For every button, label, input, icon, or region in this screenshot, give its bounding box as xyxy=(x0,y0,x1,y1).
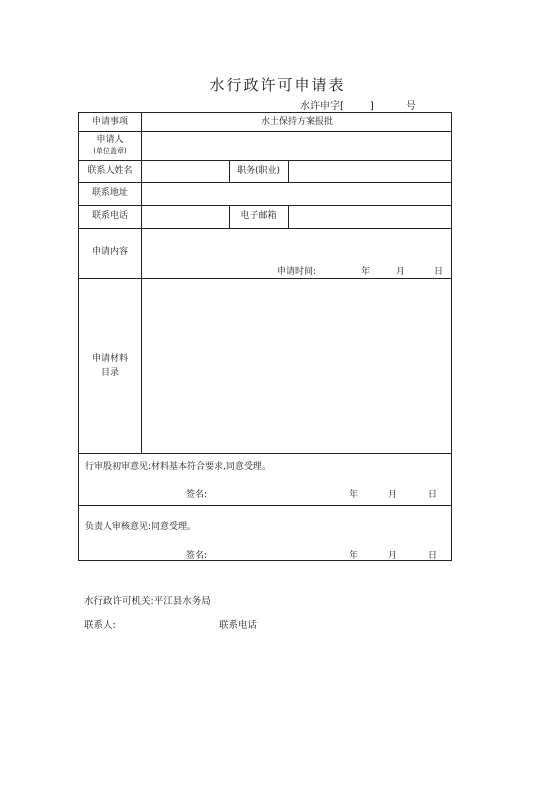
form-title: 水行政许可申请表 xyxy=(209,76,346,94)
document-number xyxy=(300,97,416,112)
address-label: 联系地址 xyxy=(91,188,128,198)
email-label: 电子邮箱 xyxy=(240,211,277,221)
address-field[interactable] xyxy=(142,183,452,204)
permit-authority: 水行政许可机关:平江县水务局 xyxy=(84,596,211,607)
content-label: 申请内容 xyxy=(91,247,128,257)
materials-label-line2: 目录 xyxy=(100,368,119,378)
initial-review-year: 年 xyxy=(349,490,359,500)
application-form-table xyxy=(78,112,452,561)
supervisor-review-opinion: 负责人审核意见:同意受理。 xyxy=(85,522,197,532)
apply-time-day: 日 xyxy=(434,267,444,277)
initial-review-signature[interactable] xyxy=(217,483,337,499)
doc-number-suffix: 号 xyxy=(405,101,416,112)
supervisor-review-day: 日 xyxy=(428,551,438,561)
apply-time-year: 年 xyxy=(361,267,371,277)
position-field[interactable] xyxy=(289,161,452,181)
email-field[interactable] xyxy=(289,206,452,227)
applicant-sublabel: (单位盖章) xyxy=(93,147,127,155)
footer-contact-person: 联系人: xyxy=(84,620,116,631)
supervisor-review-month: 月 xyxy=(388,551,398,561)
materials-field[interactable] xyxy=(142,279,452,452)
content-field[interactable] xyxy=(142,229,452,259)
applicant-label: 申请人 xyxy=(96,135,124,145)
contact-name-label: 联系人姓名 xyxy=(87,166,133,176)
initial-review-day: 日 xyxy=(428,490,438,500)
supervisor-review-signature[interactable] xyxy=(217,544,337,560)
materials-label-line1: 申请材料 xyxy=(91,354,128,364)
initial-review-sign-label: 签名: xyxy=(186,490,208,500)
phone-label: 联系电话 xyxy=(91,211,128,221)
apply-item-value[interactable]: 水土保持方案报批 xyxy=(260,117,333,127)
initial-review-month: 月 xyxy=(388,490,398,500)
doc-number-bracket-close: ] xyxy=(369,101,374,112)
contact-name-field[interactable] xyxy=(142,161,228,181)
apply-item-label: 申请事项 xyxy=(91,117,128,127)
apply-time-label: 申请时间: xyxy=(277,267,317,277)
applicant-field[interactable] xyxy=(142,132,452,159)
footer-contact-phone: 联系电话 xyxy=(219,620,258,631)
supervisor-review-sign-label: 签名: xyxy=(186,551,208,561)
supervisor-review-year: 年 xyxy=(349,551,359,561)
apply-time-month: 月 xyxy=(396,267,406,277)
phone-field[interactable] xyxy=(142,206,228,227)
position-label: 职务(职业) xyxy=(236,166,281,176)
doc-number-prefix: 水许申字[ xyxy=(300,101,344,112)
initial-review-opinion: 行审股初审意见:材料基本符合要求,同意受理。 xyxy=(85,462,271,472)
